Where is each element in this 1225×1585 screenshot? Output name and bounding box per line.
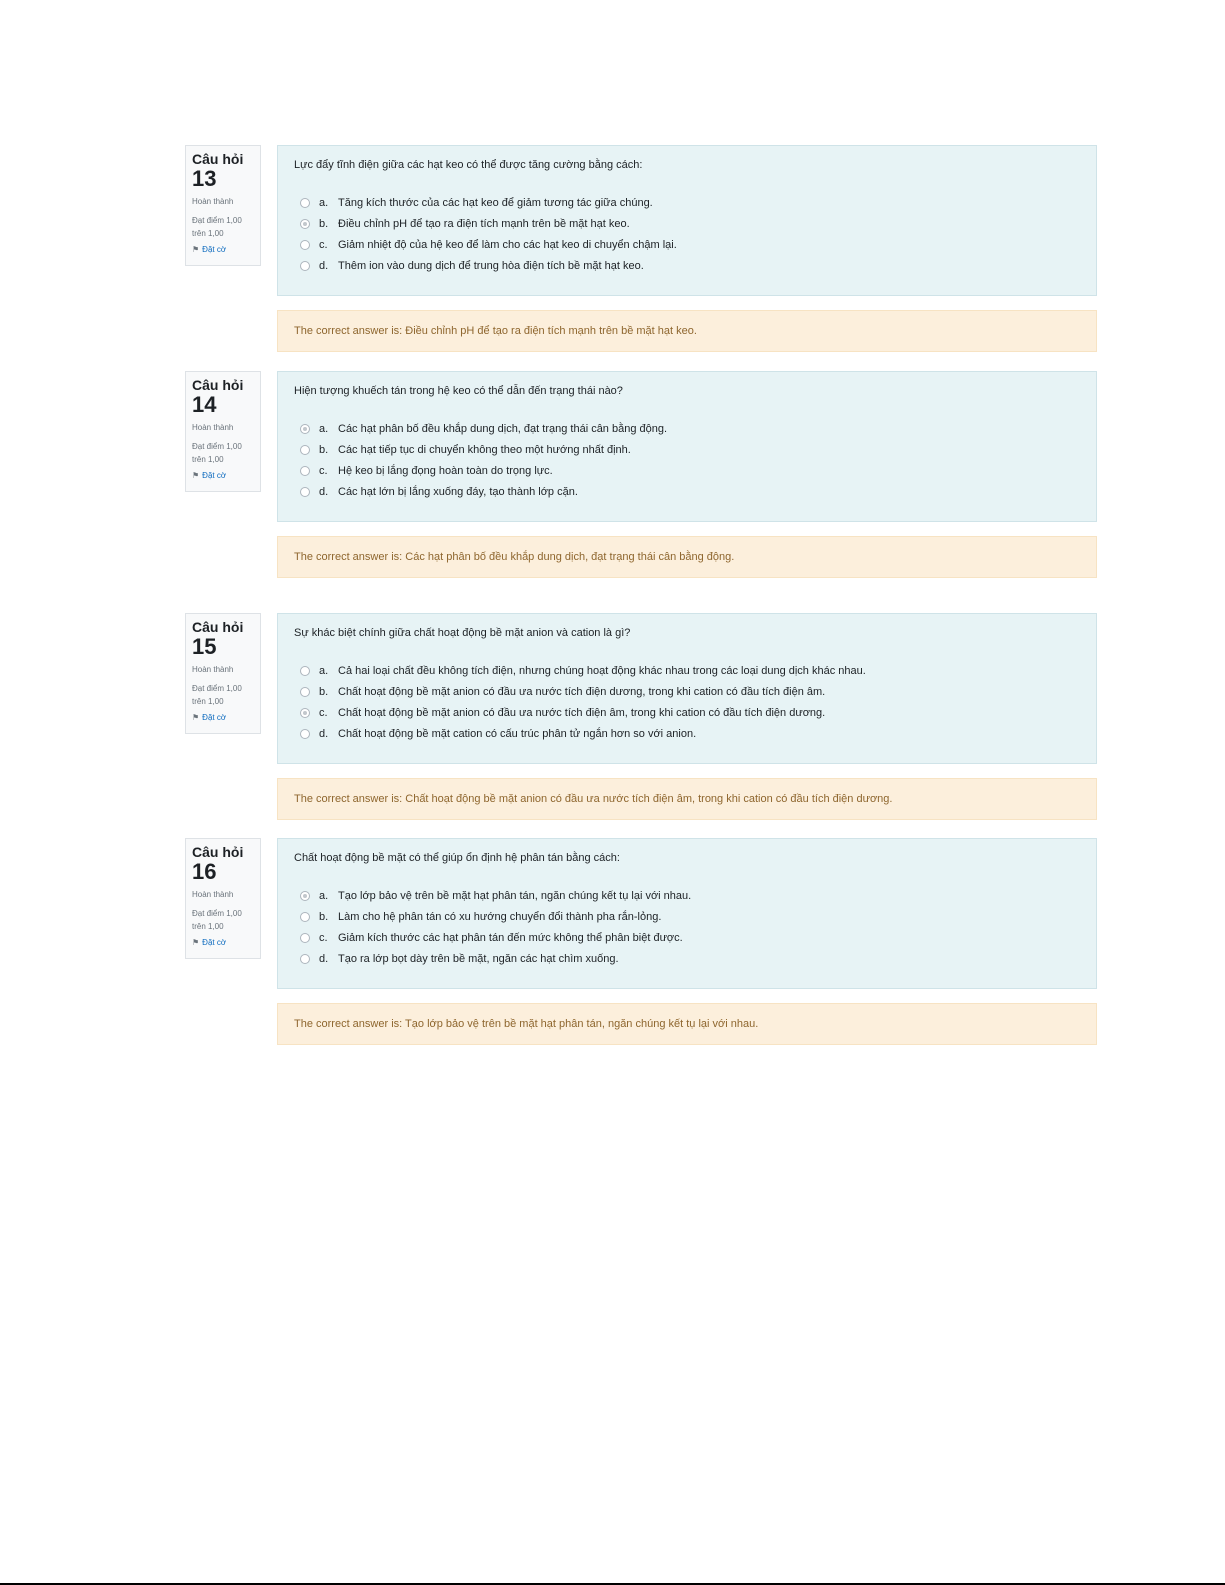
answer-letter: c. [319, 238, 328, 251]
answer-letter: c. [319, 464, 328, 477]
answer-option[interactable] [294, 702, 1096, 723]
answer-text: Thêm ion vào dung dịch để trung hòa điện tích bề mặt hạt keo. [338, 259, 644, 272]
question-label [192, 377, 260, 417]
question-info [185, 371, 261, 492]
question-number: 15 [192, 634, 217, 659]
answer-text: Giảm kích thước các hạt phân tán đến mức không thể phân biệt được. [338, 931, 683, 944]
answer-option[interactable] [294, 213, 1096, 234]
question-grade: Đạt điểm 1,00 trên 1,00 [192, 909, 242, 931]
answer-list [294, 885, 1096, 969]
answer-option[interactable] [294, 192, 1096, 213]
question-formulation [277, 838, 1097, 989]
answer-letter: d. [319, 952, 329, 965]
radio-button[interactable] [300, 445, 310, 455]
flag-icon: ⚑ [192, 938, 200, 947]
flag-label: Đặt cờ [202, 713, 227, 722]
answer-letter: d. [319, 485, 329, 498]
flag-question-link[interactable] [192, 245, 260, 254]
question-number: 16 [192, 859, 217, 884]
question-text: Chất hoạt động bề mặt có thể giúp ổn định hệ phân tán bằng cách: [294, 852, 620, 864]
question-grade: Đạt điểm 1,00 trên 1,00 [192, 216, 242, 238]
radio-button[interactable] [300, 687, 310, 697]
question-label-text: Câu hỏi [192, 619, 244, 635]
answer-option[interactable] [294, 723, 1096, 744]
question-grade: Đạt điểm 1,00 trên 1,00 [192, 442, 242, 464]
answer-list [294, 418, 1096, 502]
question-number: 14 [192, 392, 217, 417]
answer-text: Các hạt tiếp tục di chuyển không theo một hướng nhất định. [338, 443, 631, 456]
flag-question-link[interactable] [192, 713, 260, 722]
question-grade: Đạt điểm 1,00 trên 1,00 [192, 684, 242, 706]
answer-letter: a. [319, 889, 329, 902]
flag-icon: ⚑ [192, 713, 200, 722]
answer-text: Tạo lớp bảo vệ trên bề mặt hạt phân tán, ngăn chúng kết tụ lại với nhau. [338, 889, 692, 902]
answer-text: Hệ keo bị lắng đọng hoàn toàn do trọng lực. [338, 464, 553, 477]
radio-button[interactable] [300, 729, 310, 739]
answer-text: Các hạt lớn bị lắng xuống đáy, tạo thành lớp cặn. [338, 485, 578, 498]
answer-text: Cả hai loại chất đều không tích điện, nhưng chúng hoạt động khác nhau trong các loại dung dịch khác nhau. [338, 664, 866, 677]
question-state: Hoàn thành [192, 890, 234, 899]
flag-label: Đặt cờ [202, 471, 227, 480]
feedback-text: The correct answer is: Các hạt phân bố đều khắp dung dịch, đạt trạng thái cân bằng động. [294, 551, 735, 563]
question-formulation [277, 371, 1097, 522]
answer-option[interactable] [294, 927, 1096, 948]
answer-text: Các hạt phân bố đều khắp dung dịch, đạt trạng thái cân bằng động. [338, 422, 668, 435]
answer-option[interactable] [294, 660, 1096, 681]
correct-answer-feedback [277, 536, 1097, 578]
flag-icon: ⚑ [192, 471, 200, 480]
answer-letter: c. [319, 706, 328, 719]
answer-letter: c. [319, 931, 328, 944]
radio-button[interactable] [300, 240, 310, 250]
radio-button[interactable] [300, 666, 310, 676]
answer-letter: b. [319, 443, 329, 456]
answer-letter: b. [319, 217, 329, 230]
question-label-text: Câu hỏi [192, 844, 244, 860]
answer-option[interactable] [294, 234, 1096, 255]
answer-text: Giảm nhiệt độ của hệ keo để làm cho các hạt keo di chuyển chậm lại. [338, 238, 677, 251]
answer-option[interactable] [294, 481, 1096, 502]
answer-letter: d. [319, 259, 329, 272]
question-text: Hiện tượng khuếch tán trong hệ keo có thể dẫn đến trạng thái nào? [294, 385, 623, 397]
answer-option[interactable] [294, 885, 1096, 906]
correct-answer-feedback [277, 778, 1097, 820]
feedback-text: The correct answer is: Chất hoạt động bề mặt anion có đầu ưa nước tích điện âm, trong khi cation có đầu tích điện dương. [294, 793, 893, 805]
question-label [192, 844, 260, 884]
question-label-text: Câu hỏi [192, 377, 244, 393]
question-label-text: Câu hỏi [192, 151, 244, 167]
radio-button[interactable] [300, 891, 310, 901]
radio-button[interactable] [300, 424, 310, 434]
question-info [185, 613, 261, 734]
answer-text: Chất hoạt động bề mặt anion có đầu ưa nước tích điện âm, trong khi cation có đầu tích điện dương. [338, 706, 826, 719]
radio-button[interactable] [300, 219, 310, 229]
radio-button[interactable] [300, 198, 310, 208]
answer-text: Tạo ra lớp bọt dày trên bề mặt, ngăn các hạt chìm xuống. [338, 952, 619, 965]
radio-button[interactable] [300, 487, 310, 497]
question-info [185, 838, 261, 959]
answer-text: Làm cho hệ phân tán có xu hướng chuyển đổi thành pha rắn-lỏng. [338, 910, 662, 923]
question-state: Hoàn thành [192, 423, 234, 432]
question-label [192, 619, 260, 659]
correct-answer-feedback [277, 310, 1097, 352]
answer-text: Chất hoạt động bề mặt cation có cấu trúc phân tử ngắn hơn so với anion. [338, 727, 697, 740]
answer-text: Chất hoạt động bề mặt anion có đầu ưa nước tích điện dương, trong khi cation có đầu tích điện âm. [338, 685, 826, 698]
question-formulation [277, 145, 1097, 296]
radio-button[interactable] [300, 954, 310, 964]
answer-option[interactable] [294, 439, 1096, 460]
answer-list [294, 192, 1096, 276]
flag-question-link[interactable] [192, 471, 260, 480]
answer-option[interactable] [294, 948, 1096, 969]
feedback-text: The correct answer is: Điều chỉnh pH để tạo ra điện tích mạnh trên bề mặt hạt keo. [294, 325, 697, 337]
answer-letter: a. [319, 422, 329, 435]
answer-letter: d. [319, 727, 329, 740]
radio-button[interactable] [300, 466, 310, 476]
question-state: Hoàn thành [192, 197, 234, 206]
radio-button[interactable] [300, 708, 310, 718]
answer-option[interactable] [294, 255, 1096, 276]
answer-letter: a. [319, 664, 329, 677]
radio-button[interactable] [300, 912, 310, 922]
answer-letter: a. [319, 196, 329, 209]
answer-option[interactable] [294, 906, 1096, 927]
answer-text: Tăng kích thước của các hạt keo để giảm tương tác giữa chúng. [338, 196, 653, 209]
answer-option[interactable] [294, 418, 1096, 439]
radio-button[interactable] [300, 933, 310, 943]
radio-button[interactable] [300, 261, 310, 271]
answer-letter: b. [319, 910, 329, 923]
correct-answer-feedback [277, 1003, 1097, 1045]
flag-label: Đặt cờ [202, 938, 227, 947]
answer-text: Điều chỉnh pH để tạo ra điện tích mạnh trên bề mặt hạt keo. [338, 217, 630, 230]
question-label [192, 151, 260, 191]
question-number: 13 [192, 166, 217, 191]
question-text: Sự khác biệt chính giữa chất hoạt động bề mặt anion và cation là gì? [294, 627, 631, 639]
question-text: Lực đẩy tĩnh điện giữa các hạt keo có thể được tăng cường bằng cách: [294, 159, 643, 171]
answer-letter: b. [319, 685, 329, 698]
question-info [185, 145, 261, 266]
question-formulation [277, 613, 1097, 764]
feedback-text: The correct answer is: Tạo lớp bảo vệ trên bề mặt hạt phân tán, ngăn chúng kết tụ lại với nhau. [294, 1018, 759, 1030]
flag-icon: ⚑ [192, 245, 200, 254]
answer-list [294, 660, 1096, 744]
answer-option[interactable] [294, 681, 1096, 702]
question-state: Hoàn thành [192, 665, 234, 674]
answer-option[interactable] [294, 460, 1096, 481]
flag-label: Đặt cờ [202, 245, 227, 254]
flag-question-link[interactable] [192, 938, 260, 947]
